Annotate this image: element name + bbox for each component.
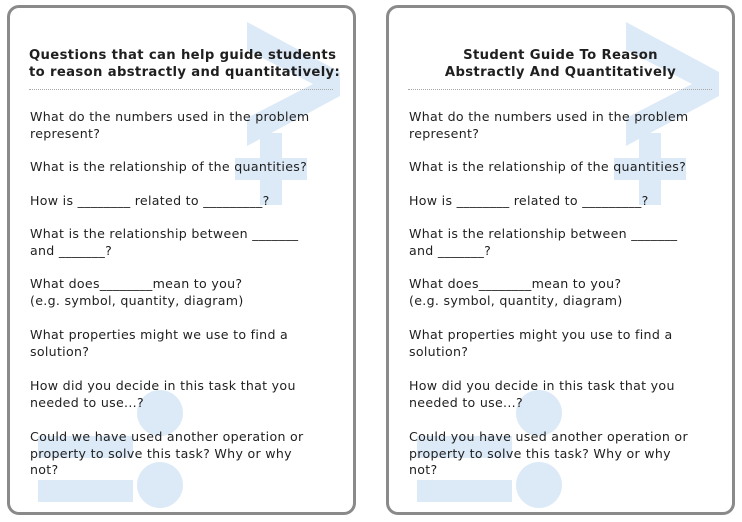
question-line: solution?	[30, 343, 90, 359]
question-line: (e.g. symbol, quantity, diagram)	[409, 292, 623, 308]
question-line: (e.g. symbol, quantity, diagram)	[30, 292, 244, 308]
question-line: Could we have used another operation or	[30, 429, 304, 444]
question-line: property to solve this task? Why or why	[409, 445, 671, 461]
question-how-decide	[30, 378, 335, 411]
question-line: represent?	[409, 125, 480, 141]
question-mean-to-you	[30, 276, 335, 309]
question-mean-to-you	[409, 276, 714, 309]
question-line: solution?	[409, 343, 469, 359]
question-line: property to solve this task? Why or why	[30, 445, 292, 461]
question-line: How is ________ related to _________?	[409, 193, 649, 208]
question-line: and _______?	[30, 242, 113, 258]
question-numbers-represent	[30, 109, 335, 142]
question-properties	[30, 327, 335, 360]
card-title	[389, 47, 732, 81]
question-line: What properties might we use to find a	[30, 327, 289, 342]
question-line: not?	[409, 462, 438, 478]
question-line: What does________mean to you?	[409, 276, 622, 291]
question-line: How did you decide in this task that you	[30, 378, 296, 393]
question-line: What do the numbers used in the problem	[409, 109, 689, 124]
card-title-line: Questions that can help guide students	[29, 48, 337, 63]
question-how-related	[30, 193, 335, 210]
question-line: What is the relationship between _______	[409, 226, 678, 241]
question-line: How is ________ related to _________?	[30, 193, 270, 208]
question-line: Could you have used another operation or	[409, 429, 688, 444]
question-line: How did you decide in this task that you	[409, 378, 675, 393]
question-relationship-quantities	[30, 159, 335, 176]
question-line: What does________mean to you?	[30, 276, 243, 291]
question-another-operation	[30, 429, 335, 479]
question-line: What is the relationship of the quantities?	[409, 159, 687, 174]
question-line: represent?	[30, 125, 101, 141]
question-line: What is the relationship between _______	[30, 226, 299, 241]
question-card-student	[386, 5, 735, 515]
card-title	[29, 47, 344, 81]
question-line: What is the relationship of the quantities?	[30, 159, 308, 174]
question-relationship-between	[30, 226, 335, 259]
question-line: and _______?	[409, 242, 492, 258]
dotted-divider	[408, 89, 712, 90]
question-line: not?	[30, 462, 59, 478]
question-line: What properties might you use to find a	[409, 327, 673, 342]
question-properties	[409, 327, 714, 360]
question-how-related	[409, 193, 714, 210]
card-title-line: Abstractly And Quantitatively	[444, 65, 677, 80]
question-numbers-represent	[409, 109, 714, 142]
card-title-line: Student Guide To Reason	[463, 48, 658, 63]
question-line: What do the numbers used in the problem	[30, 109, 310, 124]
question-card-teacher	[7, 5, 356, 515]
dotted-divider	[29, 89, 333, 90]
question-how-decide	[409, 378, 714, 411]
question-line: needed to use...?	[30, 394, 144, 410]
question-relationship-quantities	[409, 159, 714, 176]
question-relationship-between	[409, 226, 714, 259]
card-title-line: to reason abstractly and quantitatively:	[29, 65, 341, 80]
question-line: needed to use...?	[409, 394, 523, 410]
question-another-operation	[409, 429, 714, 479]
